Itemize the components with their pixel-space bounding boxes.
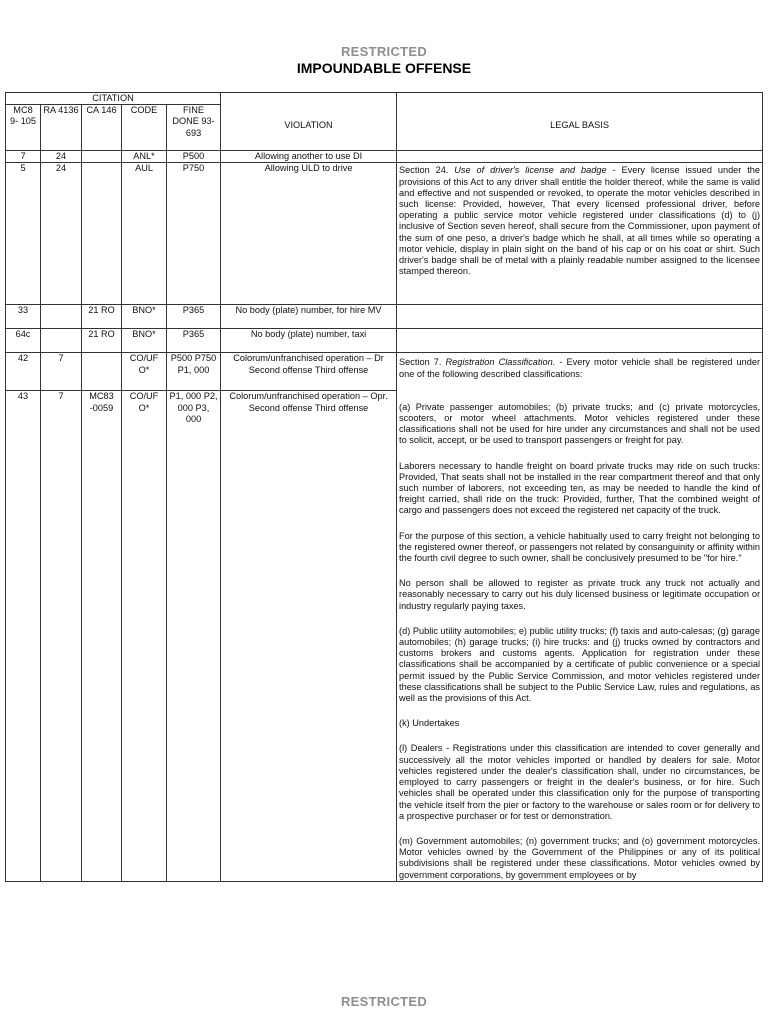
legal-basis-section-7 <box>397 353 763 881</box>
citation-label: CITATION <box>6 93 221 105</box>
legal-paragraph: Laborers necessary to handle freight on board private trucks may ride on such trucks: Provided, That seats shall not be installed in the rear compartment thereof and that only such number of laborers, not exceeding ten, as may be needed to handle the kind of freight carried, shall ride on the truck: Provided, further, That the combined weight of cargo and passengers does not exceed the registered net capacity of the truck. <box>399 460 761 516</box>
col-code-header: CODE <box>122 105 167 151</box>
table-row <box>6 163 763 305</box>
cell-mc: 42 <box>6 353 41 391</box>
table-row <box>6 151 763 163</box>
cell-fine: P500 P750 P1, 000 <box>167 353 221 391</box>
cell-ra: 24 <box>41 163 82 305</box>
table-row <box>6 353 763 391</box>
cell-violation: Allowing another to use DI <box>221 151 397 163</box>
cell-fine: P1, 000 P2, 000 P3, 000 <box>167 391 221 881</box>
legal-paragraph: (a) Private passenger automobiles; (b) private trucks; and (c) private motorcycles, scooters, or motor wheel attachments. Motor vehicles registered under these classifications shall not be used for hire under any circumstances and shall not be used to solicit, accept, or be used to transport passengers or freight for pay. <box>399 401 761 446</box>
cell-mc: 7 <box>6 151 41 163</box>
legal-basis-section-24 <box>397 163 763 305</box>
cell-fine: P365 <box>167 329 221 353</box>
cell-code: AUL <box>122 163 167 305</box>
col-ra-header: RA 4136 <box>41 105 82 151</box>
col-fine-header: FINE DONE 93-693 <box>167 105 221 151</box>
legal-paragraph: No person shall be allowed to register as private truck any truck not actually and reasonably necessary to carry out his duly licensed business or legitimate occupation or industry regularly paying taxes. <box>399 578 761 611</box>
cell-ra: 24 <box>41 151 82 163</box>
cell-mc: 64c <box>6 329 41 353</box>
cell-fine: P500 <box>167 151 221 163</box>
cell-legal-empty <box>397 151 763 163</box>
col-ca-header: CA 146 <box>82 105 122 151</box>
cell-fine: P750 <box>167 163 221 305</box>
cell-code: BNO* <box>122 329 167 353</box>
cell-ca: MC83 -0059 <box>82 391 122 881</box>
cell-code: CO/UF O* <box>122 391 167 881</box>
section-7-prefix: Section 7. <box>399 357 446 368</box>
cell-legal-empty <box>397 305 763 329</box>
cell-ca <box>82 151 122 163</box>
cell-ra: 7 <box>41 391 82 881</box>
table-row <box>6 305 763 329</box>
cell-mc: 43 <box>6 391 41 881</box>
impoundable-offense-table <box>5 92 763 882</box>
cell-fine: P365 <box>167 305 221 329</box>
cell-code: CO/UF O* <box>122 353 167 391</box>
cell-violation: No body (plate) number, taxi <box>221 329 397 353</box>
cell-ca: 21 RO <box>82 329 122 353</box>
legal-paragraph: (m) Government automobiles; (n) government trucks; and (o) government motorcycles. Motor vehicles owned by the Government of the Philippines or any of its political subdivisions shall be registered under these classifications. Motor vehicles owned by government corporations, by government employees or by <box>399 835 761 880</box>
restricted-footer: RESTRICTED <box>340 994 428 1009</box>
cell-ra: 7 <box>41 353 82 391</box>
restricted-header: RESTRICTED <box>340 44 428 59</box>
section-7-body: - Every motor vehicle shall be registered under one of the following described classifications: <box>399 357 761 379</box>
section-24-body: - Every license issued under the provisions of this Act to any driver shall entitle the holder thereof, while the same is valid and effective and not suspended or revoked, to operate the motor vehicles described in such license: Provided, however, That every licensed professional driver, before operating a public service motor vehicle registered under classifications (d) to (j) inclusive of Section seven hereof, shall secure from the Commissioner, upon payment of the sum of one peso, a driver's badge which he shall, at all times while so operating a motor vehicle, display in plain sight on the band of his cap or on his coat or shirt. Such driver's badge shall be of metal with a plainly readable number assigned to the licensee stamped thereon. <box>399 165 761 277</box>
section-24-prefix: Section 24. <box>399 165 455 176</box>
cell-mc: 5 <box>6 163 41 305</box>
cell-ca <box>82 353 122 391</box>
legal-paragraph: For the purpose of this section, a vehicle habitually used to carry freight not belonging to the registered owner thereof, or passengers not related by consanguinity or affinity within the fourth civil degree to such owner, shall be conclusively presumed to be "for hire." <box>399 530 761 564</box>
legal-paragraph: (l) Dealers - Registrations under this classification are intended to cover generally and successively all the motor vehicles imported or handled by dealers for sale. Motor vehicles registered under the dealer's classification shall, under no circumstances, be employed to carry passengers or freight in the dealer's business, or for hire. Such vehicles shall be operated under this classification only for the purpose of transporting the vehicle itself from the pier or factory to the warehouse or sales room or for delivery to a prospective purchaser or for test or demonstration. <box>399 743 761 821</box>
cell-ca <box>82 163 122 305</box>
cell-violation: No body (plate) number, for hire MV <box>221 305 397 329</box>
citation-header-row <box>6 93 763 105</box>
legal-basis-header: LEGAL BASIS <box>397 93 763 151</box>
cell-ra <box>41 305 82 329</box>
cell-ra <box>41 329 82 353</box>
col-mc-header: MC8 9- 105 <box>6 105 41 151</box>
legal-paragraph: (k) Undertakes <box>399 718 460 729</box>
violation-header: VIOLATION <box>221 93 397 151</box>
cell-ca: 21 RO <box>82 305 122 329</box>
section-24-heading: Use of driver's license and badge <box>454 165 607 176</box>
cell-mc: 33 <box>6 305 41 329</box>
section-7-intro <box>399 357 760 379</box>
cell-legal-empty <box>397 329 763 353</box>
cell-violation: Colorum/unfranchised operation – Opr. Second offense Third offense <box>221 391 397 881</box>
cell-code: BNO* <box>122 305 167 329</box>
page-title: IMPOUNDABLE OFFENSE <box>296 60 472 76</box>
cell-code: ANL* <box>122 151 167 163</box>
cell-violation: Allowing ULD to drive <box>221 163 397 305</box>
table-row <box>6 329 763 353</box>
section-7-heading: Registration Classification. <box>445 357 556 368</box>
cell-violation: Colorum/unfranchised operation – Dr Second offense Third offense <box>221 353 397 391</box>
legal-paragraph: (d) Public utility automobiles; e) public utility trucks; (f) taxis and auto-calesas; (g) garage automobiles; (h) garage trucks; (i) hire trucks: and (j) trucks owned by contractors and customs brokers and customs agents. Application for registration under these classifications shall be accompanied by a certificate of public convenience or a special permit issued by the Public Service Commission, and motor vehicles registered under these classifications shall be subject to the Public Service Law, rules and regulations, as well as the provisions of this Act. <box>399 625 761 704</box>
